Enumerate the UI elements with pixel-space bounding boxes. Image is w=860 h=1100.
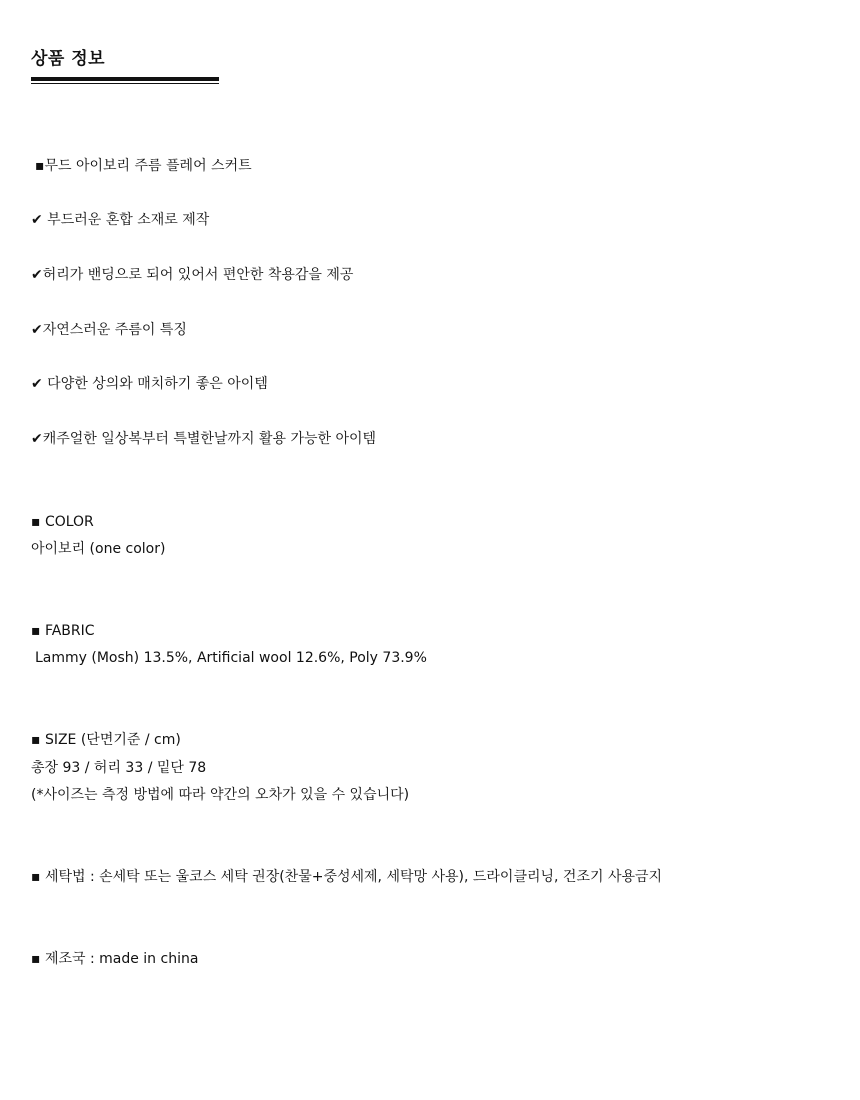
- size-note: (*사이즈는 측정 방법에 따라 약간의 오차가 있을 수 있습니다): [31, 787, 410, 803]
- country-of-origin: ▪ 제조국 : made in china: [31, 951, 199, 967]
- feature-item: ✔ 다양한 상의와 매치하기 좋은 아이템: [31, 376, 268, 392]
- feature-item: ✔캐주얼한 일상복부터 특별한날까지 활용 가능한 아이템: [31, 431, 377, 447]
- care-instructions: ▪ 세탁법 : 손세탁 또는 울코스 세탁 권장(찬물+중성세제, 세탁망 사용), 드라이클리닝, 건조기 사용금지: [31, 869, 663, 885]
- size-label: ▪ SIZE (단면기준 / cm): [31, 732, 181, 748]
- color-label: ▪ COLOR: [31, 514, 94, 530]
- feature-item: ✔자연스러운 주름이 특징: [31, 322, 187, 338]
- fabric-value: Lammy (Mosh) 13.5%, Artificial wool 12.6%, Poly 73.9%: [35, 650, 427, 666]
- color-value: 아이보리 (one color): [31, 541, 166, 557]
- fabric-label: ▪ FABRIC: [31, 623, 95, 639]
- page-title: 상품 정보: [31, 49, 106, 69]
- size-measurements: 총장 93 / 허리 33 / 밑단 78: [31, 760, 207, 776]
- feature-item: ✔ 부드러운 혼합 소재로 제작: [31, 212, 210, 228]
- title-underline-thin: [31, 83, 219, 84]
- product-name: ▪무드 아이보리 주름 플레어 스커트: [35, 158, 252, 174]
- title-underline-thick: [31, 77, 219, 81]
- feature-item: ✔허리가 밴딩으로 되어 있어서 편안한 착용감을 제공: [31, 267, 354, 283]
